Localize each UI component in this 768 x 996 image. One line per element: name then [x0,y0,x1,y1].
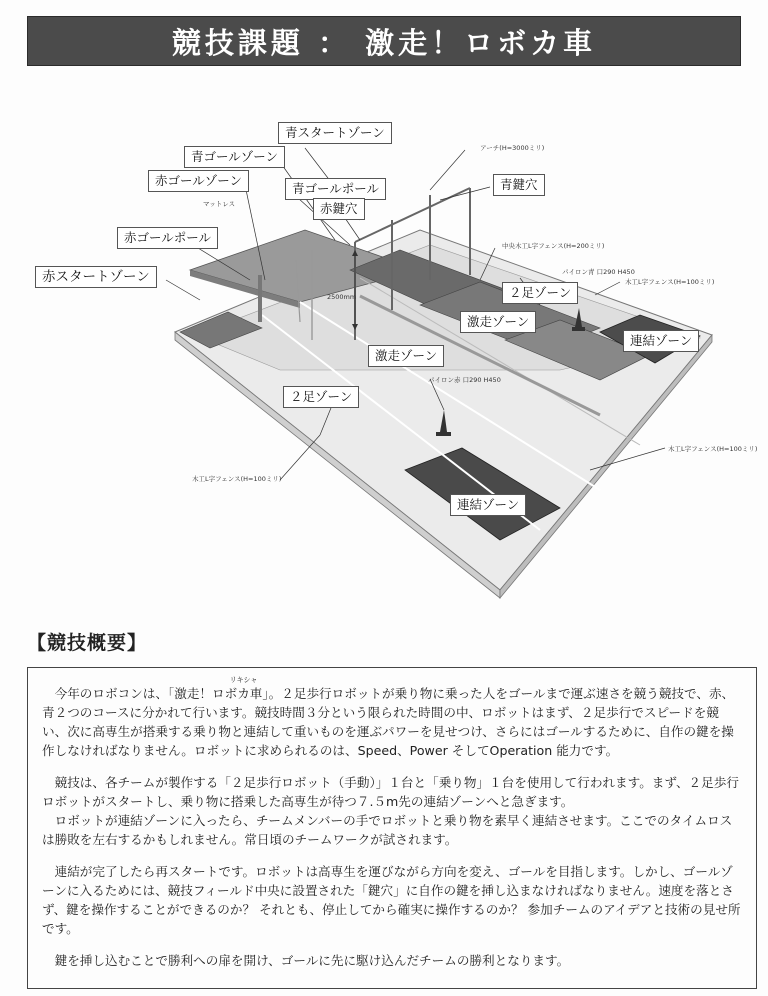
note-fence-right: 木工L字フェンス(H=100ミリ) [625,278,715,286]
page-title: 競技課題 ： 激走！ロボカ車 [171,25,597,60]
overview-paragraph-2: 競技は、各チームが製作する「２足歩行ロボット（手動）」１台と「乗り物」１台を使用して行われます。まず、２足歩行ロボットがスタートし、乗り物に搭乗した高専生が待つ７.５m先の連結ゾーンへと急ぎます。 [42,775,739,809]
label-link-zone-bottom: 連結ゾーン [450,494,526,516]
note-mattress: マットレス [203,200,236,208]
note-height-2500: 2500mm [327,293,357,301]
ruby-base: ロボカ車 [212,686,263,701]
note-pylon-blue: パイロン青 口290 H450 [562,268,635,276]
note-arch: アーチ(H=3000ミリ) [480,144,545,152]
overview-box [27,667,757,989]
field-diagram [0,70,768,630]
overview-paragraph-4: 連結が完了したら再スタートです。ロボットは高専生を運びながら方向を変え、ゴールを目指します。しかし、ゴールゾーンに入るためには、競技フィールド中央に設置された「鍵穴」に自作の鍵を挿し込まなければなりません。速度を落とさず、鍵を操作することができるのか？ それとも、停止してから確実に操作するのか？ 参加チームのアイデアと技術の見せ所です。 [42,864,741,936]
label-blue-goal-zone: 青ゴールゾーン [184,146,285,168]
label-two-leg-zone-top: ２足ゾーン [502,282,578,304]
note-fence-right-lower: 木工L字フェンス(H=100ミリ) [668,445,758,453]
note-fence-left: 木工L字フェンス(H=100ミリ) [192,475,282,483]
label-blue-start-zone: 青スタートゾーン [278,122,392,144]
label-link-zone-top: 連結ゾーン [623,330,699,352]
title-bar [27,16,741,66]
p1-after: 」。２足歩行ロボットが乗り物に乗った人をゴールまで運ぶ速さを競う競技で、赤、青２つのコースに分かれて行います。競技時間３分という限られた時間の中、ロボットはまず、２足歩行でスピードを競い、次に高専生が搭乗する乗り物と連結して重いものを運ぶパワーを見せつけ、さらにはゴールするために、自作の鍵を操作しなければなりません。ロボットに求められるのは、Speed、Power そしてOperation 能力です。 [42,686,735,758]
label-gekiso-zone-mid: 激走ゾーン [368,345,444,367]
ruby-robokasha [212,676,263,701]
label-red-goal-pole: 赤ゴールポール [117,227,218,249]
overview-paragraph-1 [42,676,742,760]
label-blue-goal-pole: 青ゴールポール [285,178,386,200]
overview-paragraph-3: ロボットが連結ゾーンに入ったら、チームメンバーの手でロボットと乗り物を素早く連結させます。ここでのタイムロスは勝敗を左右するかもしれません。常日頃のチームワークが試されます。 [42,813,733,847]
label-red-start-zone: 赤スタートゾーン [35,266,157,288]
note-pylon-red: パイロン赤 口290 H450 [428,376,501,384]
label-red-goal-zone: 赤ゴールゾーン [148,170,249,192]
p1-before: 今年のロボコンは、「激走！ [54,686,213,701]
note-center-fence: 中央木工L字フェンス(H=200ミリ) [502,242,605,250]
overview-heading: 【競技概要】 [27,632,148,654]
label-red-keyhole: 赤鍵穴 [313,198,365,220]
ruby-text: リキシャ [229,676,258,684]
label-gekiso-zone-top: 激走ゾーン [460,311,536,333]
label-blue-keyhole: 青鍵穴 [493,174,545,196]
overview-paragraph-5: 鍵を挿し込むことで勝利への扉を開け、ゴールに先に駆け込んだチームの勝利となります。 [54,953,570,968]
label-two-leg-zone-bottom: ２足ゾーン [283,386,359,408]
